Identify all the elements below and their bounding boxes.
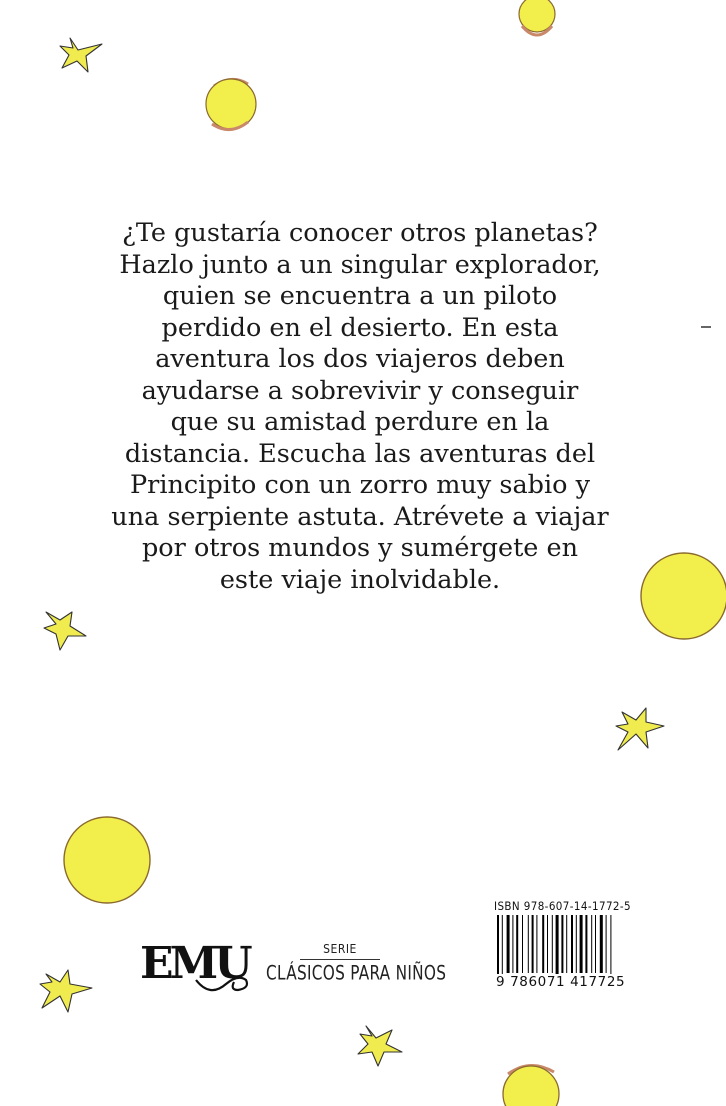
ringed-planet-icon — [198, 72, 264, 138]
barcode-bar — [591, 915, 592, 973]
barcode-bar — [502, 915, 503, 981]
star-icon — [356, 1024, 404, 1068]
blurb-line: aventura los dos viajeros deben — [155, 344, 565, 374]
planet-icon — [58, 812, 156, 908]
dash-mark — [700, 324, 712, 330]
blurb-line: Hazlo junto a un singular explorador, — [119, 249, 601, 280]
barcode-bar — [532, 915, 534, 973]
isbn-label: ISBN 978-607-14-1772-5 — [494, 899, 632, 913]
star-icon — [58, 36, 106, 76]
barcode — [496, 915, 644, 983]
blurb-line: quien se encuentra a un piloto — [162, 281, 558, 311]
barcode-bar — [561, 915, 563, 973]
barcode-bar — [512, 915, 513, 973]
blurb-line: por otros mundos y sumérgete en — [141, 533, 579, 563]
barcode-bar — [522, 915, 523, 973]
barcode-bar — [542, 915, 544, 973]
barcode-bar — [576, 915, 577, 973]
ringed-planet-icon — [498, 1060, 564, 1106]
blurb-line: distancia. Escucha las aventuras del — [124, 438, 596, 469]
barcode-bar — [595, 915, 596, 973]
barcode-bar — [580, 915, 583, 973]
blurb-line: ¿Te gustaría conocer otros planetas? — [122, 218, 598, 248]
barcode-bar — [536, 915, 537, 973]
publisher-logo-flourish — [138, 940, 250, 1002]
barcode-bar — [547, 915, 548, 973]
barcode-digits: 9 786071 417725 — [494, 974, 648, 990]
star-icon — [612, 704, 666, 752]
barcode-bar — [516, 915, 518, 973]
blurb-line: que su amistad perdure en la — [170, 407, 550, 437]
series-label: SERIE — [323, 942, 357, 956]
barcode-bar — [552, 915, 553, 973]
blurb-line: ayudarse a sobrevivir y conseguir — [141, 375, 579, 406]
publisher-logo: EMU — [140, 938, 249, 989]
blurb-line: Principito con un zorro muy sabio y — [129, 470, 591, 500]
barcode-bar — [571, 915, 573, 973]
series-name: CLÁSICOS PARA NIÑOS — [266, 962, 447, 985]
blurb-line: perdido en el desierto. En esta — [161, 312, 559, 343]
star-icon — [38, 968, 94, 1016]
blurb-line: este viaje inolvidable. — [219, 564, 501, 595]
barcode-bar — [600, 915, 603, 973]
barcode-bar — [497, 915, 499, 981]
barcode-bar — [610, 915, 611, 981]
planet-icon — [632, 550, 726, 642]
barcode-bar — [585, 915, 587, 973]
ringed-planet-icon — [512, 0, 562, 46]
star-icon — [42, 608, 88, 652]
blurb-line: una serpiente astuta. Atrévete a viajar — [111, 501, 609, 532]
barcode-bar — [556, 915, 559, 981]
barcode-bar — [507, 915, 510, 973]
barcode-bar — [528, 915, 529, 973]
barcode-bar — [566, 915, 567, 973]
barcode-bar — [606, 915, 607, 973]
series-divider — [300, 959, 380, 960]
back-cover-blurb — [110, 218, 610, 596]
